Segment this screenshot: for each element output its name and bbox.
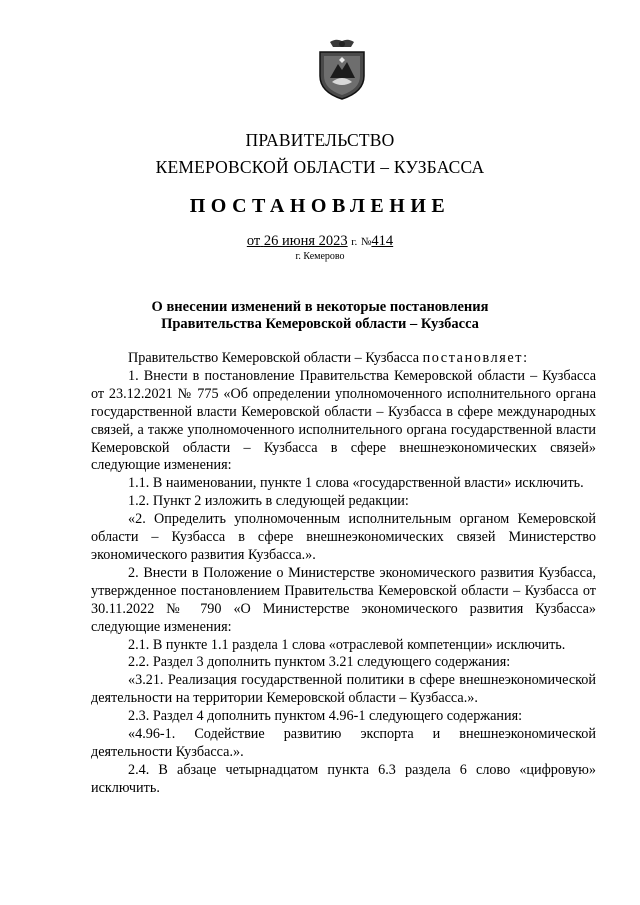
org-name-line2: КЕМЕРОВСКОЙ ОБЛАСТИ – КУЗБАССА — [155, 157, 485, 177]
document-number: 414 — [371, 233, 394, 249]
paragraph-1-2-text: «2. Определить уполномоченным исполнительным органом Кемеровской области – Кузбасса в сфере внешнеэкономических связей Министерство экономического развития Кузбасса.». — [91, 511, 596, 563]
intro-text: Правительство Кемеровской области – Кузбасса — [128, 350, 420, 366]
paragraph-2: 2. Внести в Положение о Министерстве экономического развития Кузбасса, утвержденное постановлением Правительства Кемеровской области – Кузбасса от 30.11.2022 № 790 «О Министерстве экономического развития Кузбасса» следующие изменения: — [91, 564, 596, 635]
document-date: 26 июня 2023 — [263, 233, 348, 249]
org-name-line1: ПРАВИТЕЛЬСТВО — [245, 130, 395, 150]
year-suffix: г. — [351, 236, 358, 248]
paragraph-2-4: 2.4. В абзаце четырнадцатом пункта 6.3 раздела 6 слово «цифровую» исключить. — [91, 761, 596, 796]
subject-line1: О внесении изменений в некоторые постановления — [151, 299, 489, 315]
paragraph-1-2: 1.2. Пункт 2 изложить в следующей редакции: — [128, 493, 409, 510]
coat-of-arms-icon — [316, 38, 368, 100]
date-prefix: от — [246, 233, 261, 249]
city: г. Кемерово — [295, 251, 345, 262]
document-body — [91, 350, 596, 798]
document-subject — [0, 299, 640, 333]
subject-line2: Правительства Кемеровской области – Кузбасса — [161, 316, 479, 332]
date-line — [0, 233, 640, 250]
paragraph-2-2-text: «3.21. Реализация государственной политики в сфере внешнеэкономической деятельности на территории Кемеровской области – Кузбасса.». — [91, 672, 596, 707]
paragraph-2-3-text: «4.96-1. Содействие развитию экспорта и внешнеэкономической деятельности Кузбасса.». — [91, 726, 596, 760]
number-prefix: № — [360, 236, 372, 248]
paragraph-1: 1. Внести в постановление Правительства Кемеровской области – Кузбасса от 23.12.2021 № 775 «Об определении уполномоченного исполнительного органа государственной власти Кемеровской области – Кузбасса в сфере международных связей, а также уполномоченного исполнительного органа государственной власти Кемеровской области – Кузбасса в сфере внешнеэкономических связей» следующие изменения: — [91, 367, 596, 474]
intro-verb: постановляет: — [422, 350, 529, 366]
paragraph-2-3: 2.3. Раздел 4 дополнить пунктом 4.96-1 следующего содержания: — [128, 708, 523, 725]
document-type: ПОСТАНОВЛЕНИЕ — [189, 195, 451, 217]
paragraph-2-1: 2.1. В пункте 1.1 раздела 1 слова «отраслевой компетенции» исключить. — [128, 636, 566, 653]
intro-paragraph — [91, 350, 596, 368]
paragraph-2-2: 2.2. Раздел 3 дополнить пунктом 3.21 следующего содержания: — [128, 654, 511, 671]
paragraph-1-1: 1.1. В наименовании, пункте 1 слова «государственной власти» исключить. — [128, 475, 584, 492]
